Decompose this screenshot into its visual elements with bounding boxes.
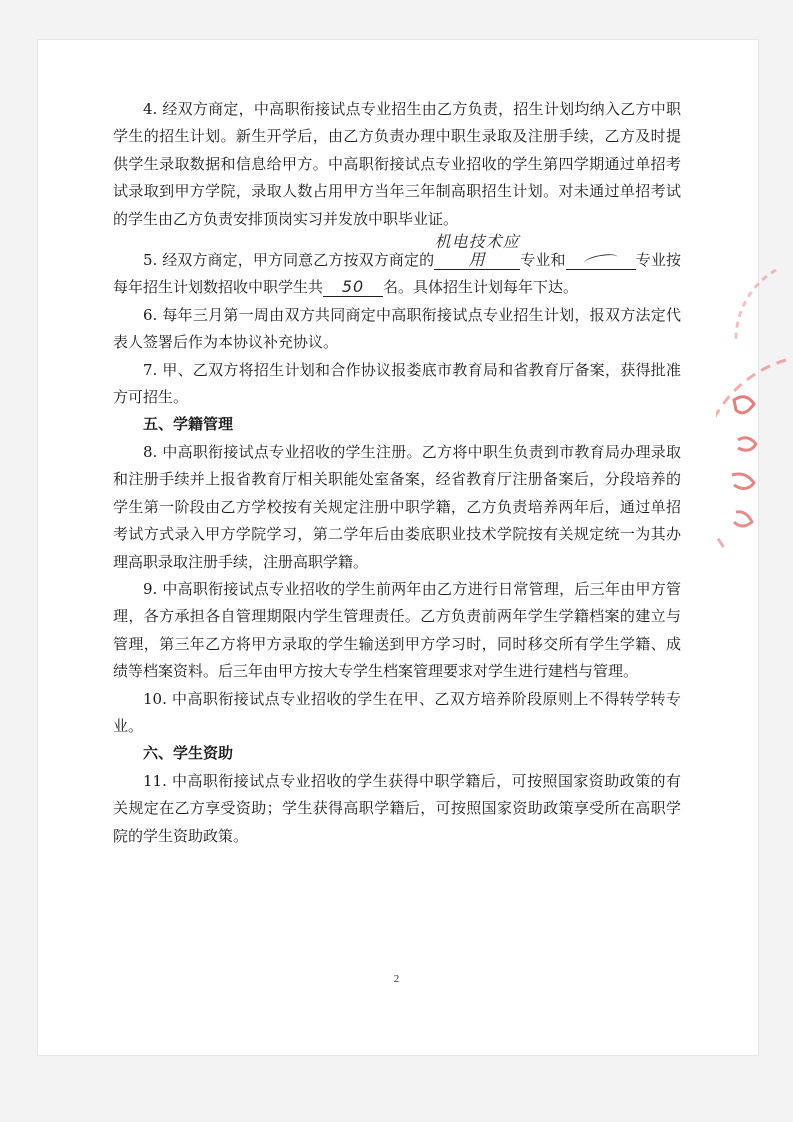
clause-10: 10. 中高职衔接试点专业招收的学生在甲、乙双方培养阶段原则上不得转学转专业。 xyxy=(113,689,681,735)
student-count-blank xyxy=(323,278,383,297)
clause-11: 11. 中高职衔接试点专业招收的学生获得中职学籍后，可按照国家资助政策的有关规定在乙方享受资助；学生获得高职学籍后，可按照国家资助政策享受所在高职学院的学生资助政策。 xyxy=(113,771,681,845)
clause-5-text-b: 专业和 xyxy=(520,251,566,270)
second-major-blank xyxy=(566,251,636,270)
clause-6: 6. 每年三月第一周由双方共同商定中高职衔接试点专业招生计划，报双方法定代表人签署后作为本协议补充协议。 xyxy=(113,305,681,352)
clause-5-text-a: 5. 经双方商定，甲方同意乙方按双方商定的 xyxy=(143,251,435,270)
handwritten-count: 50 xyxy=(341,277,365,297)
clause-4: 4. 经双方商定，中高职衔接试点专业招生由乙方负责，招生计划均纳入乙方中职学生的招生计划。新生开学后，由乙方负责办理中职生录取及注册手续，乙方及时提供学生录取数据和信息给甲方。中高职衔接试点专业招收的学生第四学期通过单招考试录取到甲方学院，录取人数占用甲方当年三年制高职招生计划。对未通过单招考试的学生由乙方负责安排顶岗实习并发放中职毕业证。 xyxy=(113,100,681,228)
clause-7: 7. 甲、乙双方将招生计划和合作协议报娄底市教育局和省教育厅备案，获得批准方可招生。 xyxy=(113,360,681,407)
clause-8: 8. 中高职衔接试点专业招收的学生注册。乙方将中职生负责到市教育局办理录取和注册手续并上报省教育厅相关职能处室备案，经省教育厅注册备案后，分段培养的学生第一阶段由乙方学校按有关规定注册中职学籍，乙方负责培养两年后，通过单招考试方式录入甲方学院学习，第二学年后由娄底职业技术学院按有关规定统一为其办理高职录取注册手续，注册高职学籍。 xyxy=(113,442,681,571)
page-number: 2 xyxy=(393,973,400,985)
clause-9: 9. 中高职衔接试点专业招收的学生前两年由乙方进行日常管理，后三年由甲方管理，各方承担各自管理期限内学生管理责任。乙方负责前两年学生学籍档案的建立与管理，第三年乙方将甲方录取的学生输送到甲方学习时，同时移交所有学生学籍、成绩等档案资料。后三年由甲方按大专学生档案管理要求对学生进行建档与管理。 xyxy=(113,579,681,681)
clause-5 xyxy=(113,233,681,302)
handwritten-dash-mark xyxy=(583,252,618,268)
clause-5-text-c: 专业按每年招生计划数招收中职学生共 xyxy=(113,251,681,297)
clause-5-text-d: 名。具体招生计划每年下达。 xyxy=(383,278,579,297)
section-heading-5: 五、学籍管理 xyxy=(143,415,234,434)
major-name-blank xyxy=(434,233,520,270)
section-heading-6: 六、学生资助 xyxy=(143,744,234,763)
document-body xyxy=(113,96,681,850)
handwritten-major: 机电技术应用 xyxy=(434,232,520,270)
